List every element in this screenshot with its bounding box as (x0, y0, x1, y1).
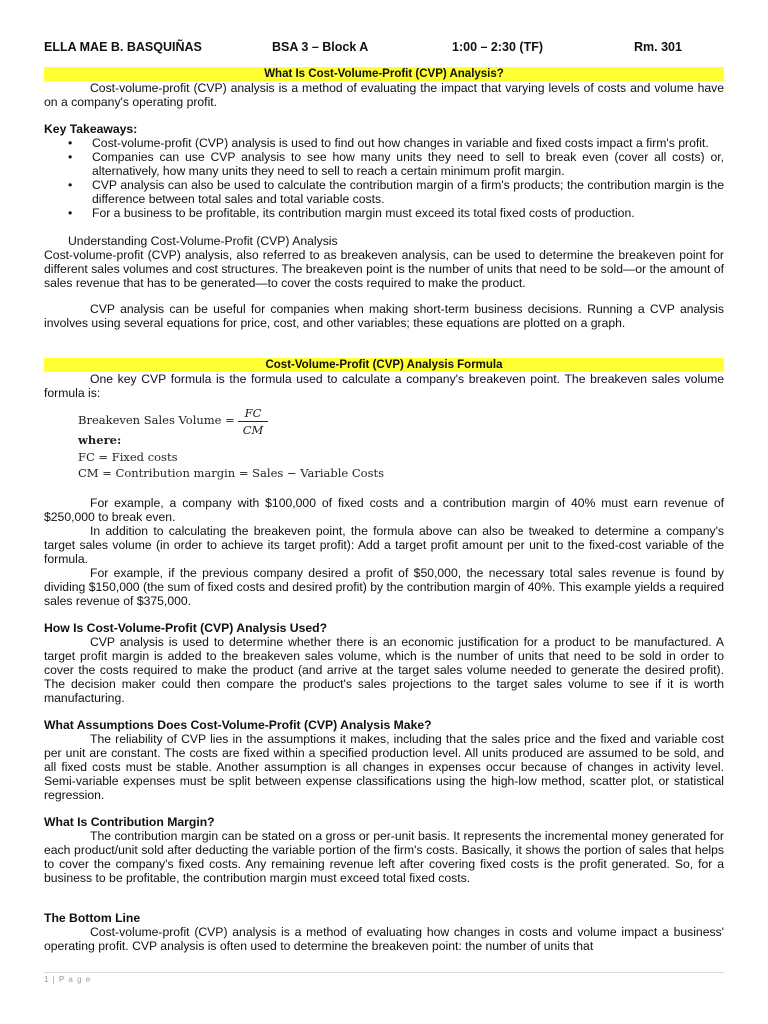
class-section: BSA 3 – Block A (272, 40, 369, 54)
formula-fc-definition: FC = Fixed costs (78, 450, 178, 464)
formula-denominator: CM (242, 423, 264, 437)
page-number: 1 | P a g e (44, 975, 92, 984)
room-number: Rm. 301 (634, 40, 682, 54)
how-used-heading: How Is Cost-Volume-Profit (CVP) Analysis Used? (44, 621, 328, 635)
document-page (44, 0, 724, 1024)
how-used-paragraph: CVP analysis is used to determine whether there is an economic justification for a product to be manufactured. A target profit margin is added to the breakeven sales volume, which is the number of units that need to be sold in order to cover the costs required to make the product (and arrive at the target sales volume needed to generate the desired profit). The decision maker could then compare the product's sales projections to the target sales volume to see if it is worth manufacturing. (44, 635, 724, 705)
understanding-paragraph-2: CVP analysis can be useful for companies when making short-term business decisions. Running a CVP analysis involves using several equations for price, cost, and other variables; these equations are plotted on a graph. (44, 302, 724, 330)
list-item: • For a business to be profitable, its contribution margin must exceed its total fixed costs of production. (68, 206, 635, 220)
formula-cm-definition: CM = Contribution margin = Sales − Variable Costs (78, 466, 385, 480)
assumptions-paragraph: The reliability of CVP lies in the assumptions it makes, including that the sales price and the fixed and variable cost per unit are constant. The costs are fixed within a specified production level. All units produced are assumed to be sold, and all fixed costs must be stable. Another assumption is all changes in expenses occur because of changes in activity level. Semi-variable expenses must be split between expense classifications using the high-low method, scatter plot, or statistical regression. (44, 732, 724, 802)
fraction-bar (238, 421, 268, 422)
formula-where: where: (78, 433, 122, 447)
list-item: • CVP analysis can also be used to calculate the contribution margin of a firm's products; the contribution margin is the difference between total sales and total variable costs. (68, 178, 724, 206)
section-title-what-is-cvp: What Is Cost-Volume-Profit (CVP) Analysis? (44, 67, 724, 81)
breakeven-formula (50, 400, 440, 484)
example-paragraph-3: For example, if the previous company desired a profit of $50,000, the necessary total sales revenue is found by dividing $150,000 (the sum of fixed costs and desired profit) by the contribution margin of 40%. This example yields a required sales revenue of $375,000. (44, 566, 724, 608)
student-name: ELLA MAE B. BASQUIÑAS (44, 40, 202, 54)
formula-numerator: FC (244, 406, 262, 420)
document-header (44, 40, 724, 56)
class-time: 1:00 – 2:30 (TF) (452, 40, 544, 54)
bullet-icon: • (68, 136, 73, 150)
example-paragraph-2: In addition to calculating the breakeven point, the formula above can also be tweaked to determine a company's target sales volume (in order to achieve its target profit): Add a target profit amount per unit to the fixed-cost variable of the formula. (44, 524, 724, 566)
understanding-paragraph-1: Cost-volume-profit (CVP) analysis, also referred to as breakeven analysis, can be used to determine the breakeven point for different sales volumes and cost structures. The breakeven point is the number of units that need to be sold—or the amount of sales revenue that has to be generated—to cover the costs required to make the product. (44, 248, 724, 290)
formula-fraction (238, 406, 268, 437)
bottom-line-paragraph: Cost-volume-profit (CVP) analysis is a method of evaluating how changes in costs and volume impact a business' operating profit. CVP analysis is often used to determine the breakeven point: the number of units that (44, 925, 724, 953)
bullet-icon: • (68, 178, 73, 192)
list-item: • Cost-volume-profit (CVP) analysis is used to find out how changes in variable and fixed costs impact a firm's profit. (68, 136, 709, 150)
key-takeaways-list (44, 136, 724, 220)
page-footer (44, 972, 724, 984)
formula-intro-paragraph: One key CVP formula is the formula used to calculate a company's breakeven point. The breakeven sales volume formula is: (44, 372, 724, 400)
bullet-icon: • (68, 206, 73, 220)
intro-paragraph: Cost-volume-profit (CVP) analysis is a method of evaluating the impact that varying levels of costs and volume have on a company's operating profit. (44, 81, 724, 109)
contribution-margin-heading: What Is Contribution Margin? (44, 815, 215, 829)
assumptions-heading: What Assumptions Does Cost-Volume-Profit (CVP) Analysis Make? (44, 718, 432, 732)
bottom-line-heading: The Bottom Line (44, 911, 141, 925)
contribution-margin-paragraph: The contribution margin can be stated on a gross or per-unit basis. It represents the incremental money generated for each product/unit sold after deducting the variable portion of the firm's costs. Basically, it shows the portion of sales that helps to cover the company's fixed costs. Any remaining revenue left after covering fixed costs is the profit generated. So, for a business to be profitable, the contribution margin must exceed total fixed costs. (44, 829, 724, 885)
list-item: • Companies can use CVP analysis to see how many units they need to sell to break even (cover all costs) or, alternatively, how many units they need to sell to reach a certain minimum profit margin. (68, 150, 724, 178)
bullet-icon: • (68, 150, 73, 164)
understanding-heading: Understanding Cost-Volume-Profit (CVP) Analysis (68, 234, 338, 248)
key-takeaways-heading: Key Takeaways: (44, 122, 138, 136)
example-paragraph-1: For example, a company with $100,000 of fixed costs and a contribution margin of 40% must earn revenue of $250,000 to break even. (44, 496, 724, 524)
section-title-formula: Cost-Volume-Profit (CVP) Analysis Formula (44, 358, 724, 372)
formula-lhs: Breakeven Sales Volume = (78, 413, 235, 427)
